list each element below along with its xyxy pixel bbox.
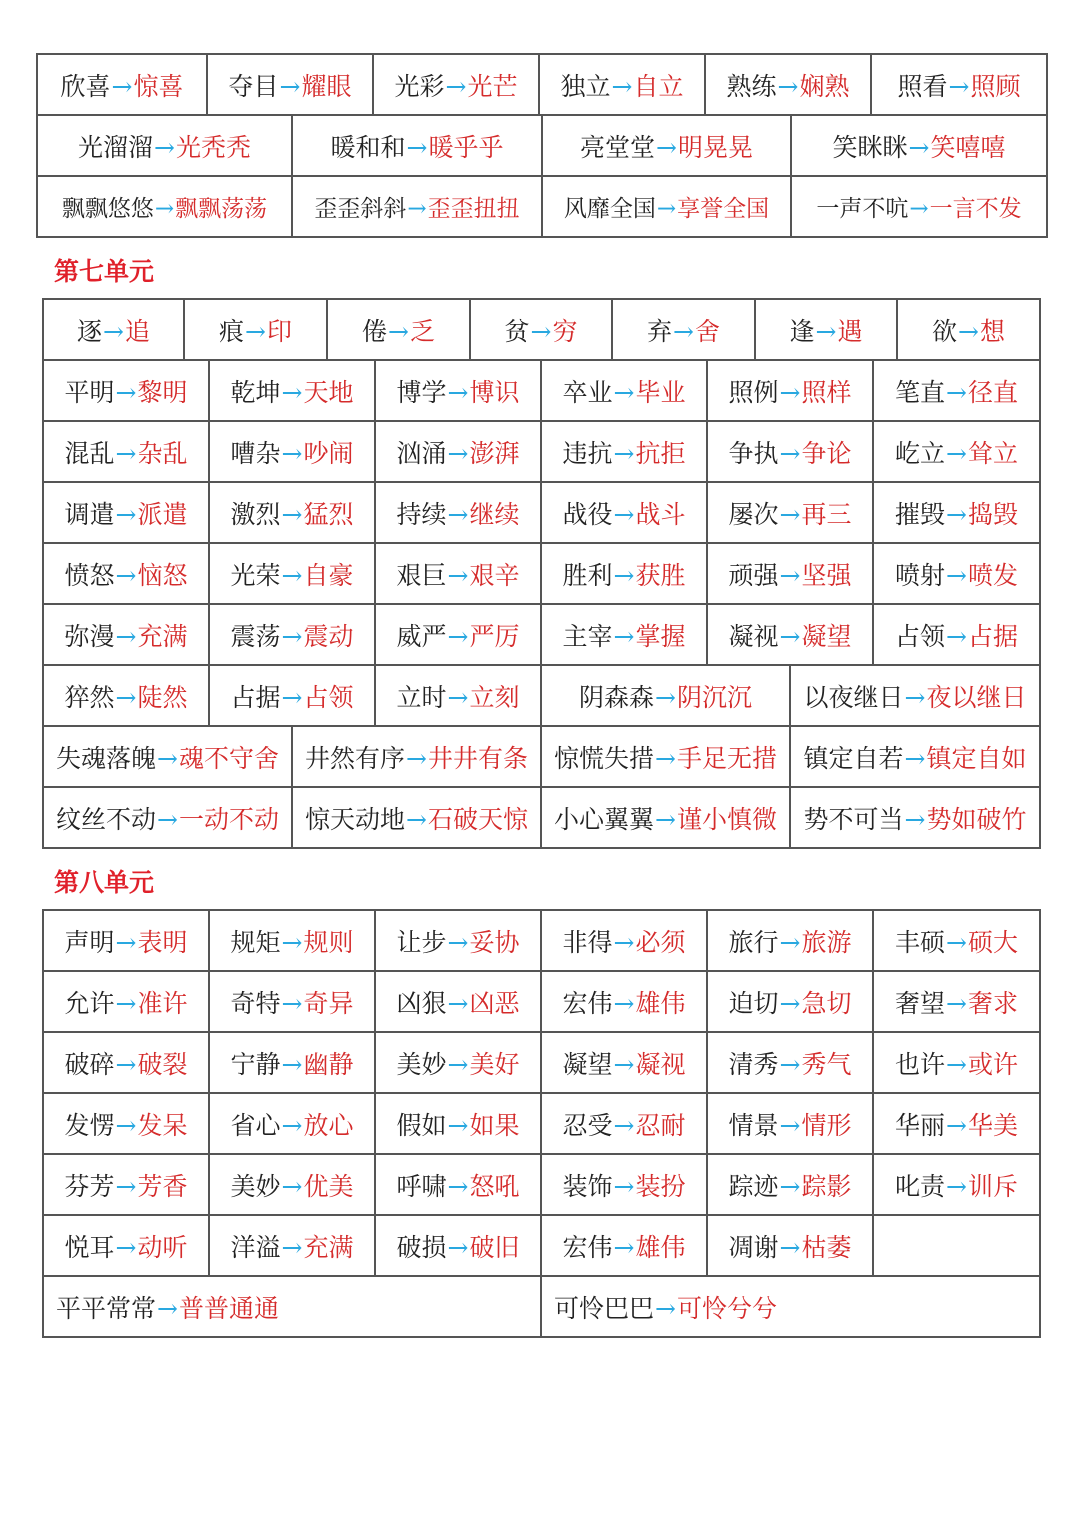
table-cell: 夺目→耀眼	[207, 54, 373, 115]
unit8-heading: 第八单元	[54, 868, 155, 897]
table-cell: 美妙→优美	[209, 1154, 375, 1215]
unit7-heading: 第七单元	[54, 257, 155, 286]
table-cell: 势不可当→势如破竹	[790, 787, 1040, 848]
table-cell: 弃→舍	[612, 299, 755, 360]
table-cell: 逐→追	[43, 299, 184, 360]
table-cell: 让步→妥协	[375, 910, 541, 971]
table-cell: 独立→自立	[539, 54, 705, 115]
table-cell: 宏伟→雄伟	[541, 971, 707, 1032]
table-cell: 光溜溜→光秃秃	[37, 115, 292, 176]
unit7-table-idioms	[42, 725, 1041, 849]
table-cell: 胜利→获胜	[541, 543, 707, 604]
table-cell: 倦→乏	[327, 299, 470, 360]
table-cell: 笑眯眯→笑嘻嘻	[791, 115, 1047, 176]
synonym-table-top-rows-2-3	[36, 114, 1048, 238]
table-cell: 光彩→光芒	[373, 54, 539, 115]
table-cell: 痕→印	[184, 299, 327, 360]
table-cell: 纹丝不动→一动不动	[43, 787, 292, 848]
table-row	[43, 482, 1040, 543]
table-cell: 欣喜→惊喜	[37, 54, 207, 115]
table-cell: 省心→放心	[209, 1093, 375, 1154]
table-cell: 弥漫→充满	[43, 604, 209, 665]
table-cell: 惊慌失措→手足无措	[541, 726, 790, 787]
table-cell: 芬芳→芳香	[43, 1154, 209, 1215]
table-cell: 屡次→再三	[707, 482, 873, 543]
table-cell: 战役→战斗	[541, 482, 707, 543]
table-cell: 发愣→发呆	[43, 1093, 209, 1154]
table-cell: 照看→照顾	[871, 54, 1047, 115]
table-cell: 镇定自若→镇定自如	[790, 726, 1040, 787]
table-cell: 笔直→径直	[873, 360, 1040, 421]
table-cell: 宏伟→雄伟	[541, 1215, 707, 1276]
table-cell: 艰巨→艰辛	[375, 543, 541, 604]
table-cell: 屹立→耸立	[873, 421, 1040, 482]
table-cell: 凋谢→枯萎	[707, 1215, 873, 1276]
table-row	[43, 360, 1040, 421]
table-cell: 违抗→抗拒	[541, 421, 707, 482]
table-cell: 顽强→坚强	[707, 543, 873, 604]
table-cell: 立时→立刻	[375, 665, 541, 726]
table-cell: 失魂落魄→魂不守舍	[43, 726, 292, 787]
table-cell: 照例→照样	[707, 360, 873, 421]
table-cell: 歪歪斜斜→歪歪扭扭	[292, 176, 542, 237]
table-cell: 逢→遇	[755, 299, 897, 360]
table-row	[43, 726, 1040, 787]
table-cell: 欲→想	[897, 299, 1040, 360]
table-cell: 卒业→毕业	[541, 360, 707, 421]
table-cell: 宁静→幽静	[209, 1032, 375, 1093]
table-cell: 声明→表明	[43, 910, 209, 971]
table-cell: 迫切→急切	[707, 971, 873, 1032]
table-row	[43, 1215, 1040, 1276]
table-cell: 洋溢→充满	[209, 1215, 375, 1276]
table-cell: 呼啸→怒吼	[375, 1154, 541, 1215]
table-row	[43, 1093, 1040, 1154]
table-cell: 一声不吭→一言不发	[791, 176, 1047, 237]
table-cell: 非得→必须	[541, 910, 707, 971]
unit7-table-main	[42, 359, 1041, 666]
table-row	[43, 971, 1040, 1032]
table-cell: 假如→如果	[375, 1093, 541, 1154]
table-cell: 暖和和→暖乎乎	[292, 115, 542, 176]
table-cell: 华丽→华美	[873, 1093, 1040, 1154]
table-cell: 惊天动地→石破天惊	[292, 787, 541, 848]
table-cell: 熟练→娴熟	[705, 54, 871, 115]
table-cell: 汹涌→澎湃	[375, 421, 541, 482]
unit8-table-main	[42, 909, 1041, 1277]
table-cell: 规矩→规则	[209, 910, 375, 971]
table-cell: 摧毁→捣毁	[873, 482, 1040, 543]
table-row	[43, 1276, 1040, 1337]
table-row	[43, 543, 1040, 604]
table-row	[43, 1032, 1040, 1093]
unit7-table-row7	[42, 664, 1041, 727]
table-row	[43, 604, 1040, 665]
table-cell: 小心翼翼→谨小慎微	[541, 787, 790, 848]
table-cell: 奢望→奢求	[873, 971, 1040, 1032]
table-cell: 亮堂堂→明晃晃	[542, 115, 791, 176]
table-cell: 光荣→自豪	[209, 543, 375, 604]
table-cell: 凝望→凝视	[541, 1032, 707, 1093]
table-cell: 调遣→派遣	[43, 482, 209, 543]
table-cell: 乾坤→天地	[209, 360, 375, 421]
table-cell: 贫→穷	[470, 299, 612, 360]
table-row	[43, 1154, 1040, 1215]
table-cell: 美妙→美好	[375, 1032, 541, 1093]
table-cell: 丰硕→硕大	[873, 910, 1040, 971]
table-cell: 可怜巴巴→可怜兮兮	[541, 1276, 1040, 1337]
table-cell: 喷射→喷发	[873, 543, 1040, 604]
unit8-table-last	[42, 1275, 1041, 1338]
table-cell: 清秀→秀气	[707, 1032, 873, 1093]
table-cell: 破碎→破裂	[43, 1032, 209, 1093]
table-cell: 博学→博识	[375, 360, 541, 421]
table-cell: 凝视→凝望	[707, 604, 873, 665]
table-cell: 愤怒→恼怒	[43, 543, 209, 604]
table-cell: 平平常常→普普通通	[43, 1276, 541, 1337]
table-cell: 奇特→奇异	[209, 971, 375, 1032]
table-cell: 悦耳→动听	[43, 1215, 209, 1276]
table-row	[37, 176, 1047, 237]
table-cell: 装饰→装扮	[541, 1154, 707, 1215]
table-cell: 主宰→掌握	[541, 604, 707, 665]
table-cell: 持续→继续	[375, 482, 541, 543]
table-row	[43, 421, 1040, 482]
table-cell: 混乱→杂乱	[43, 421, 209, 482]
table-cell: 飘飘悠悠→飘飘荡荡	[37, 176, 292, 237]
table-cell-empty	[873, 1215, 1040, 1276]
table-cell: 情景→情形	[707, 1093, 873, 1154]
table-cell: 也许→或许	[873, 1032, 1040, 1093]
table-cell: 震荡→震动	[209, 604, 375, 665]
table-row	[37, 54, 1047, 115]
table-row	[37, 115, 1047, 176]
table-cell: 阴森森→阴沉沉	[541, 665, 790, 726]
table-row	[43, 910, 1040, 971]
table-cell: 踪迹→踪影	[707, 1154, 873, 1215]
table-cell: 旅行→旅游	[707, 910, 873, 971]
table-cell: 破损→破旧	[375, 1215, 541, 1276]
unit7-table-row1	[42, 298, 1041, 361]
table-cell: 井然有序→井井有条	[292, 726, 541, 787]
table-row	[43, 665, 1040, 726]
table-cell: 嘈杂→吵闹	[209, 421, 375, 482]
synonym-table-top	[36, 53, 1048, 116]
table-cell: 凶狠→凶恶	[375, 971, 541, 1032]
table-cell: 平明→黎明	[43, 360, 209, 421]
table-cell: 叱责→训斥	[873, 1154, 1040, 1215]
table-cell: 占领→占据	[873, 604, 1040, 665]
table-cell: 允许→准许	[43, 971, 209, 1032]
table-cell: 争执→争论	[707, 421, 873, 482]
table-row	[43, 787, 1040, 848]
table-cell: 以夜继日→夜以继日	[790, 665, 1040, 726]
table-cell: 忍受→忍耐	[541, 1093, 707, 1154]
table-row	[43, 299, 1040, 360]
table-cell: 风靡全国→享誉全国	[542, 176, 791, 237]
table-cell: 猝然→陡然	[43, 665, 209, 726]
table-cell: 威严→严厉	[375, 604, 541, 665]
table-cell: 占据→占领	[209, 665, 375, 726]
table-cell: 激烈→猛烈	[209, 482, 375, 543]
